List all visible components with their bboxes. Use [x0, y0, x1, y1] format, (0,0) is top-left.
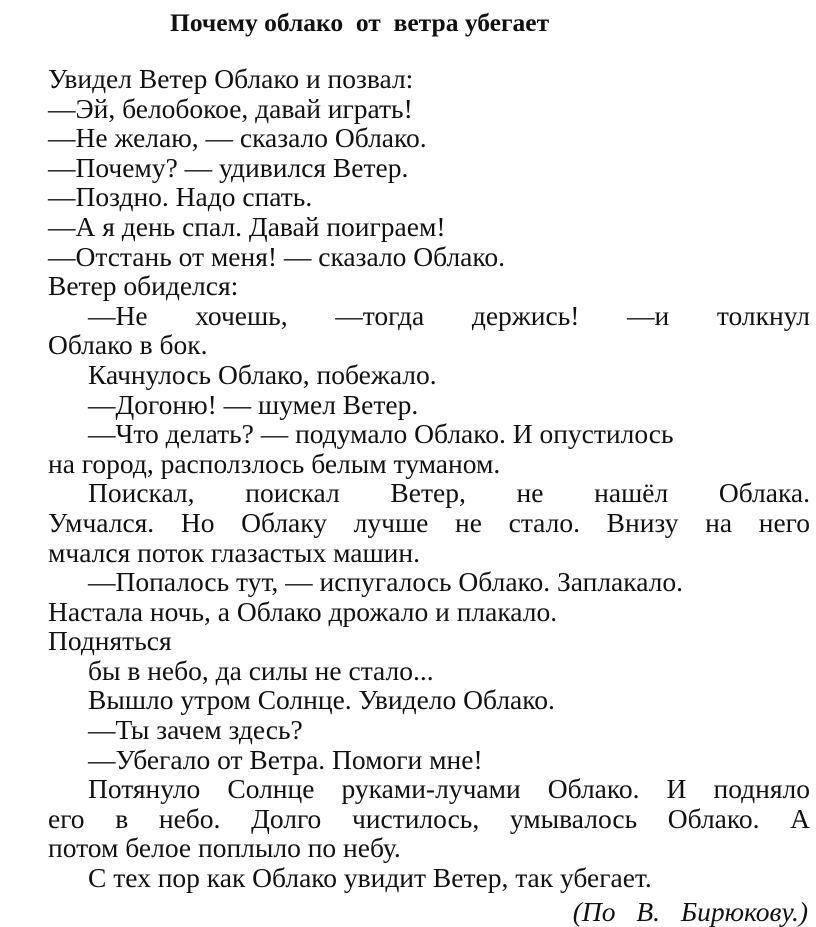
- text-line: —Не хочешь, —тогда держись! —и толкнул: [88, 299, 810, 331]
- text-line: Настала ночь, а Облако дрожало и плакало.: [48, 595, 558, 627]
- text-line: его в небо. Долго чистилось, умывалось Облако. А: [48, 802, 810, 834]
- text-line: —Попалось тут, — испугалось Облако. Заплакало.: [88, 566, 683, 598]
- story-title: Почему облако от ветра убегает: [170, 8, 550, 37]
- text-line: Подняться: [48, 625, 172, 657]
- text-line: —Ты зачем здесь?: [88, 714, 303, 746]
- text-line: Вышло утром Солнце. Увидело Облако.: [88, 684, 555, 716]
- text-line: —Эй, белобокое, давай играть!: [48, 92, 413, 124]
- text-line: Увидел Ветер Облако и позвал:: [48, 63, 414, 94]
- text-line: —Отстань от меня! — сказало Облако.: [48, 240, 505, 272]
- text-line: С тех пор как Облако увидит Ветер, так убегает.: [88, 862, 652, 894]
- text-line: Облако в бок.: [48, 329, 208, 361]
- text-line: —Поздно. Надо спать.: [48, 181, 313, 213]
- text-line: —Догоню! — шумел Ветер.: [88, 388, 419, 420]
- text-line: Потянуло Солнце руками-лучами Облако. И подняло: [88, 773, 810, 805]
- text-line: —А я день спал. Давай поиграем!: [48, 210, 446, 242]
- text-line: мчался поток глазастых машин.: [48, 536, 420, 568]
- text-line: —Что делать? — подумало Облако. И опустилось: [88, 418, 674, 450]
- text-line: —Не желаю, — сказало Облако.: [48, 122, 427, 154]
- text-line: Качнулось Облако, побежало.: [88, 358, 437, 390]
- story-text: [48, 64, 810, 893]
- text-line: Ветер обиделся:: [48, 270, 239, 302]
- text-line: бы в небо, да силы не стало...: [88, 654, 434, 686]
- text-line: Умчался. Но Облаку лучше не стало. Внизу на него: [48, 506, 810, 538]
- text-line: —Почему? — удивился Ветер.: [48, 151, 409, 183]
- text-line: на город, расползлось белым туманом.: [48, 447, 501, 479]
- text-line: —Убегало от Ветра. Помоги мне!: [88, 743, 483, 775]
- text-line: Поискал, поискал Ветер, не нашёл Облака.: [88, 477, 810, 509]
- text-line: потом белое поплыло по небу.: [48, 832, 401, 864]
- author-attribution: (По В. Бирюкову.): [572, 895, 808, 927]
